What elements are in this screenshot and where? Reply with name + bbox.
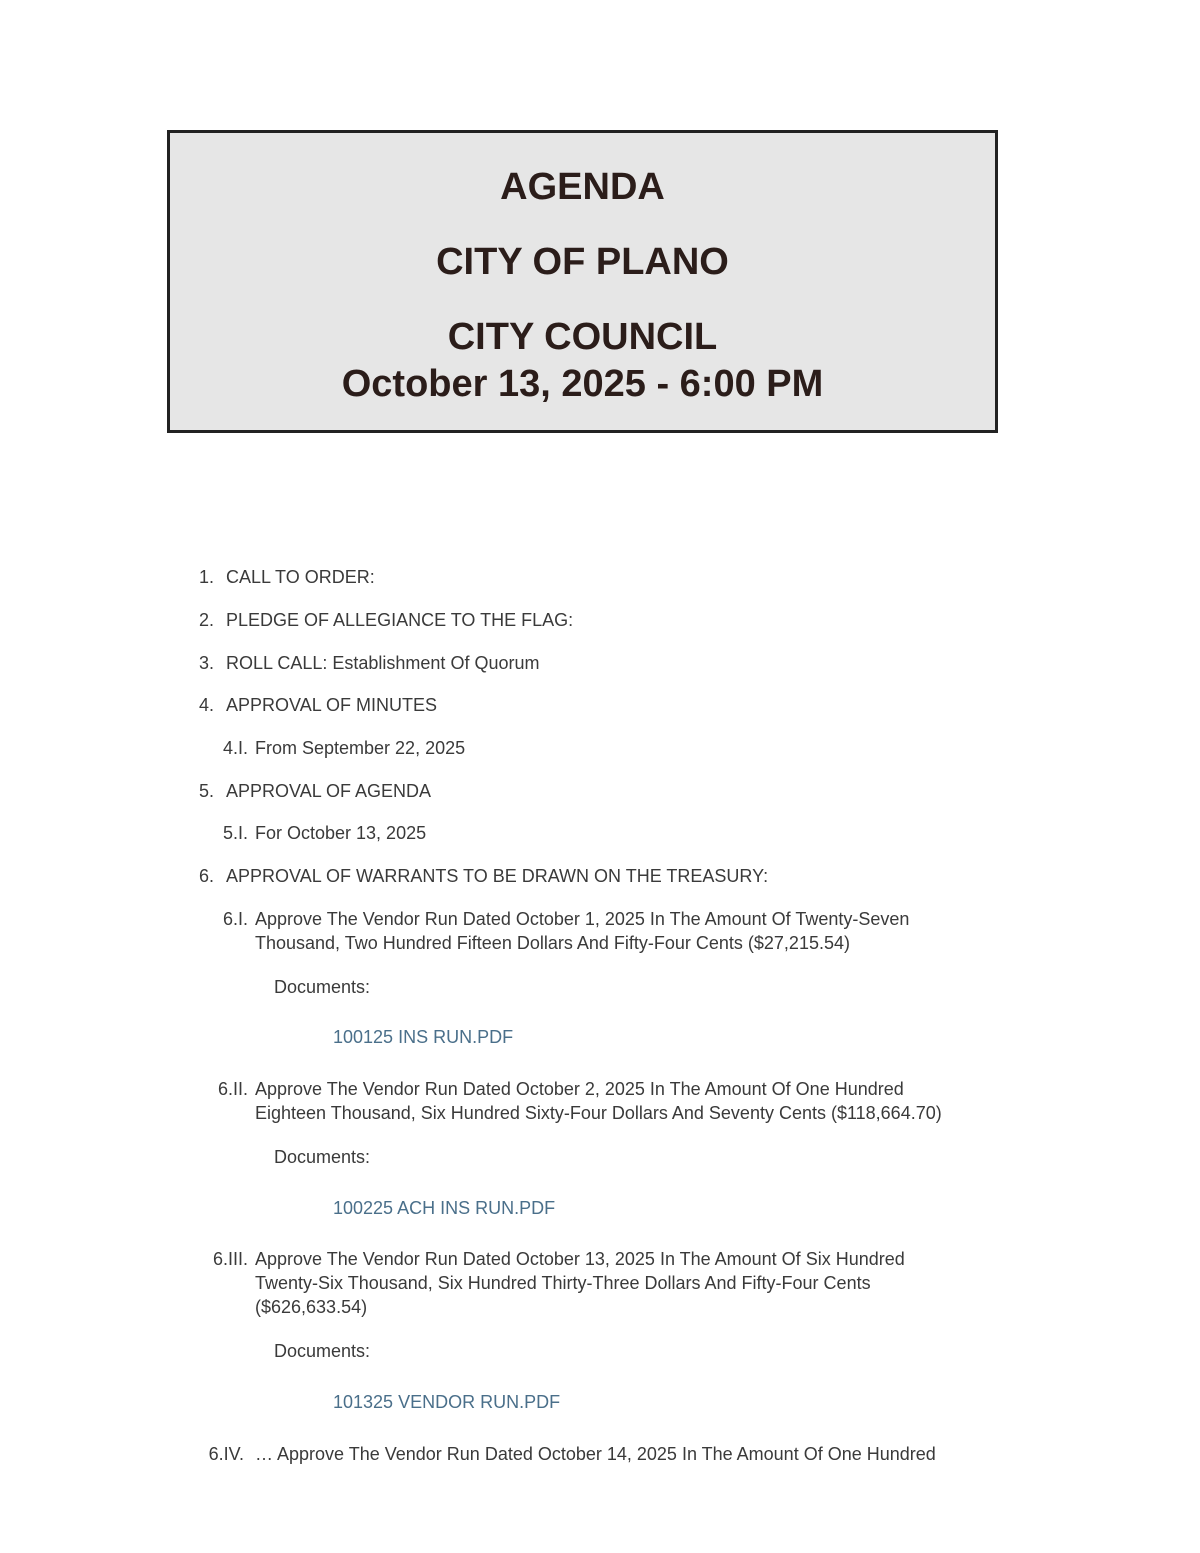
agenda-header-box <box>167 130 998 433</box>
item-number: 4. <box>198 695 214 715</box>
document-link[interactable]: 101325 VENDOR RUN.PDF <box>333 1392 561 1412</box>
item-number: 6.IV. <box>208 1444 244 1464</box>
meeting-date-time: October 13, 2025 - 6:00 PM <box>341 363 824 405</box>
item-text: APPROVAL OF MINUTES <box>226 695 438 715</box>
documents-label: Documents: <box>274 977 371 997</box>
item-text-line-2: Twenty-Six Thousand, Six Hundred Thirty-Three Dollars And Fifty-Four Cents <box>255 1273 871 1293</box>
item-number: 3. <box>198 653 214 673</box>
item-number: 5.I. <box>222 823 248 843</box>
item-text: APPROVAL OF AGENDA <box>226 781 432 801</box>
item-text: For October 13, 2025 <box>255 823 427 843</box>
item-text-line-1: Approve The Vendor Run Dated October 13, 2025 In The Amount Of Six Hundred <box>255 1249 905 1269</box>
item-text-line-1: Approve The Vendor Run Dated October 2, 2025 In The Amount Of One Hundred <box>255 1079 904 1099</box>
city-name: CITY OF PLANO <box>436 241 729 283</box>
item-text-line-3: ($626,633.54) <box>255 1297 368 1317</box>
item-number: 6.I. <box>222 909 248 929</box>
item-text: From September 22, 2025 <box>255 738 466 758</box>
item-number: 6.III. <box>212 1249 248 1269</box>
item-text: CALL TO ORDER: <box>226 567 375 587</box>
item-number: 2. <box>198 610 214 630</box>
agenda-title: AGENDA <box>500 166 665 208</box>
item-number: 5. <box>198 781 214 801</box>
item-text-line-2: Eighteen Thousand, Six Hundred Sixty-Four Dollars And Seventy Cents ($118,664.70) <box>255 1103 942 1123</box>
documents-label: Documents: <box>274 1341 371 1361</box>
documents-label: Documents: <box>274 1147 371 1167</box>
document-link[interactable]: 100225 ACH INS RUN.PDF <box>333 1198 556 1218</box>
item-number: 1. <box>198 567 214 587</box>
item-number: 6.II. <box>217 1079 248 1099</box>
item-text: ROLL CALL: Establishment Of Quorum <box>226 653 540 673</box>
item-text: … Approve The Vendor Run Dated October 14, 2025 In The Amount Of One Hundred <box>255 1444 936 1464</box>
item-text-line-1: Approve The Vendor Run Dated October 1, 2025 In The Amount Of Twenty-Seven <box>255 909 910 929</box>
item-text: PLEDGE OF ALLEGIANCE TO THE FLAG: <box>226 610 574 630</box>
council-name: CITY COUNCIL <box>447 316 718 358</box>
item-text-line-2: Thousand, Two Hundred Fifteen Dollars And Fifty-Four Cents ($27,215.54) <box>255 933 850 953</box>
item-number: 6. <box>198 866 214 886</box>
item-number: 4.I. <box>222 738 248 758</box>
document-link[interactable]: 100125 INS RUN.PDF <box>333 1027 514 1047</box>
item-text: APPROVAL OF WARRANTS TO BE DRAWN ON THE TREASURY: <box>226 866 769 886</box>
